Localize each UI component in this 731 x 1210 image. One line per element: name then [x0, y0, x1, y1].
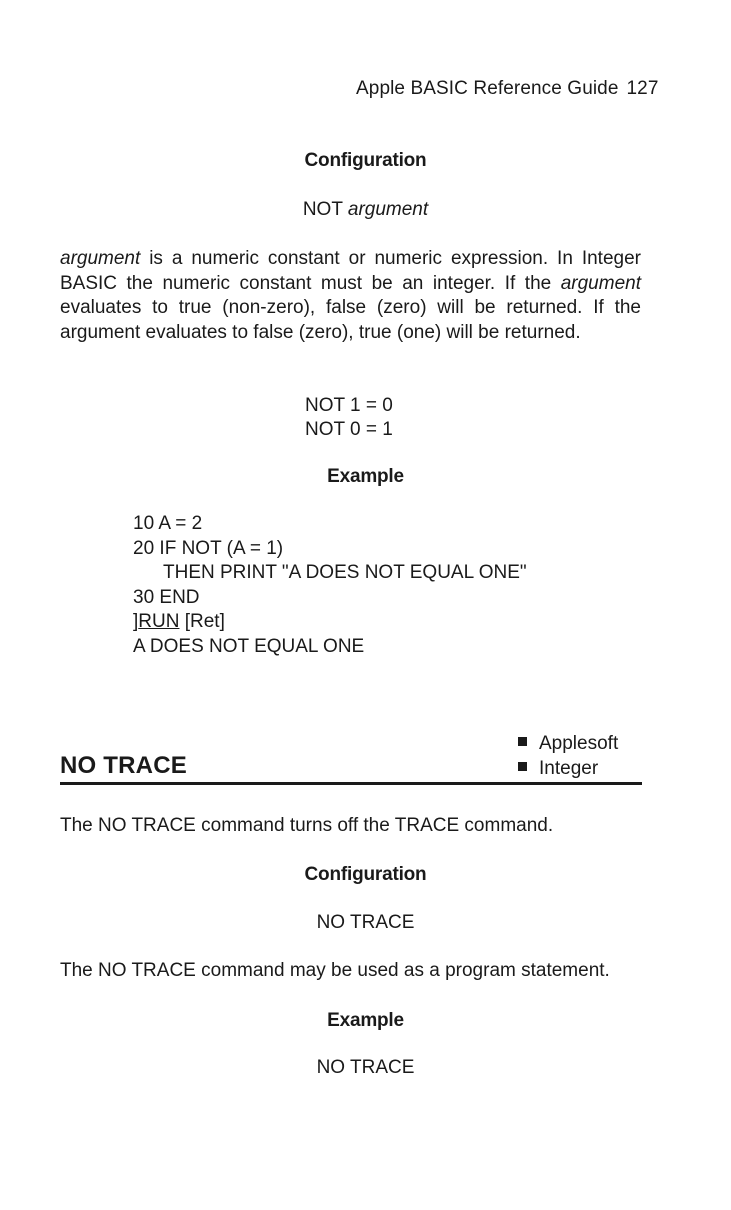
version-badge [518, 732, 618, 757]
version-label: Integer [539, 757, 599, 779]
not-syntax [0, 199, 731, 221]
bullet-icon [518, 737, 527, 746]
syntax-argument: argument [347, 199, 429, 220]
not-configuration-heading: Configuration [304, 150, 427, 171]
code-line: 10 A = 2 [133, 513, 203, 534]
no-trace-example-heading: Example [327, 1010, 404, 1031]
description-text: evaluates to true (non-zero), false (zero) will be returned. If the argument evaluates to false (zero), true (one) will be returned. [60, 297, 641, 343]
no-trace-description: The NO TRACE command turns off the TRACE command. [60, 815, 554, 836]
return-key: [Ret] [179, 611, 225, 632]
syntax-keyword: NOT [302, 199, 343, 220]
section-title: NO TRACE [60, 752, 187, 779]
prompt: ] [133, 611, 139, 632]
not-example-code [133, 512, 527, 659]
not-description [60, 247, 641, 345]
section-divider [60, 782, 642, 785]
code-line: THEN PRINT "A DOES NOT EQUAL ONE" [163, 562, 527, 583]
page-number: 127 [626, 78, 659, 99]
code-line: 30 END [133, 586, 200, 608]
code-output: A DOES NOT EQUAL ONE [133, 635, 365, 657]
running-head-title: Apple BASIC Reference Guide [356, 78, 619, 99]
not-example-heading: Example [327, 466, 404, 487]
run-command-line [133, 610, 527, 635]
equation-not-0: NOT 0 = 1 [305, 419, 393, 440]
argument-term: argument [560, 272, 641, 294]
no-trace-syntax: NO TRACE [316, 912, 415, 933]
code-line: 20 IF NOT (A = 1) [133, 537, 284, 559]
no-trace-configuration-heading: Configuration [304, 864, 427, 885]
argument-term: argument [60, 248, 141, 269]
version-badges [518, 732, 618, 781]
no-trace-usage-note: The NO TRACE command may be used as a program statement. [60, 960, 610, 981]
version-badge [518, 757, 618, 782]
run-keyword: RUN [138, 611, 180, 632]
no-trace-example-code: NO TRACE [316, 1057, 415, 1078]
running-head [356, 78, 659, 100]
description-text: is a numeric constant or numeric expression. In Integer BASIC the numeric constant must be an integer. If the [60, 248, 641, 294]
version-label: Applesoft [539, 733, 619, 754]
equation-not-1: NOT 1 = 0 [305, 395, 393, 416]
bullet-icon [518, 762, 527, 771]
